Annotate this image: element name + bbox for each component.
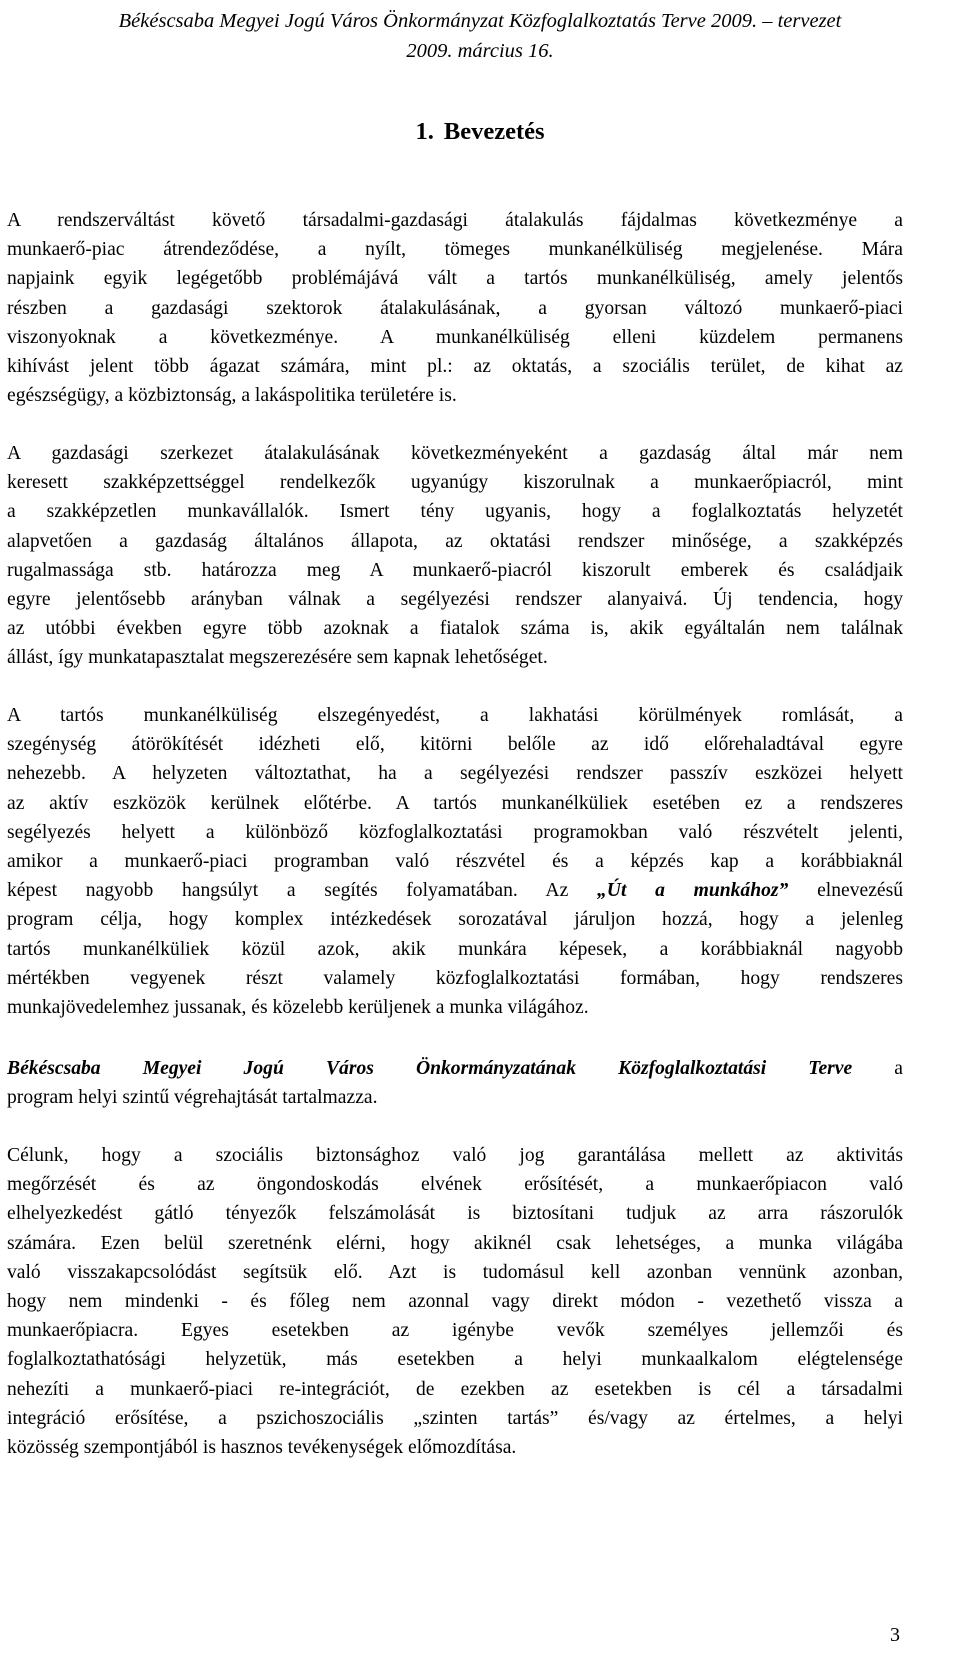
paragraph-line: az aktív eszközök kerülnek előtérbe. A tartós munkanélküliek esetében ez a rendszeres <box>7 792 903 814</box>
paragraph-line: a szakképzetlen munkavállalók. Ismert tény ugyanis, hogy a foglalkoztatás helyzetét <box>7 501 903 523</box>
paragraph-line: munkajövedelemhez jussanak, és közelebb kerüljenek a munka világához. <box>7 996 589 1018</box>
program-name-emphasis: „Út a munkához” <box>597 880 789 902</box>
paragraph-line: tartós munkanélküliek közül azok, akik munkára képesek, a korábbiaknál nagyobb <box>7 938 903 960</box>
paragraph-line: program célja, hogy komplex intézkedések sorozatával járuljon hozzá, hogy a jelenleg <box>7 909 903 931</box>
paragraph-line: az utóbbi években egyre több azoknak a fiatalok száma is, akik egyáltalán nem találnak <box>7 618 903 640</box>
paragraph-3 <box>7 701 903 1022</box>
paragraph-line: nehezíti a munkaerő-piaci re-integrációt, de ezekben az esetekben is cél a társadalmi <box>7 1378 903 1400</box>
paragraph-line: foglalkoztathatósági helyzetük, más esetekben a helyi munkaalkalom elégtelensége <box>7 1349 903 1371</box>
section-number: 1. <box>415 118 434 145</box>
header-line-2: 2009. március 16. <box>406 40 554 62</box>
paragraph-line: állást, így munkatapasztalat megszerezésére sem kapnak lehetőséget. <box>7 647 548 669</box>
paragraph-line: elhelyezkedést gátló tényezők felszámolását is biztosítani tudjuk az arra rászorulók <box>7 1203 903 1225</box>
paragraph-line: napjaink egyik legégetőbb problémájává vált a tartós munkanélküliség, amely jelentős <box>7 268 903 290</box>
running-header <box>0 6 960 66</box>
paragraph-line: Célunk, hogy a szociális biztonsághoz való jog garantálása mellett az aktivitás <box>7 1145 903 1166</box>
line-text: a <box>852 1058 903 1079</box>
line-text: elnevezésű <box>788 880 903 902</box>
paragraph-line: egyre jelentősebb arányban válnak a segélyezési rendszer alanyaivá. Új tendencia, hogy <box>7 588 903 610</box>
paragraph-line: munkaerő-piac átrendeződése, a nyílt, tömeges munkanélküliség megjelenése. Mára <box>7 239 903 261</box>
paragraph-line: integráció erősítése, a pszichoszociális „szinten tartás” és/vagy az értelmes, a helyi <box>7 1407 903 1429</box>
paragraph-line: program helyi szintű végrehajtását tartalmazza. <box>7 1087 378 1109</box>
paragraph-line: hogy nem mindenki - és főleg nem azonnal vagy direkt módon - vezethető vissza a <box>7 1290 903 1312</box>
paragraph-line: viszonyoknak a következménye. A munkanélküliség elleni küzdelem permanens <box>7 326 903 348</box>
paragraph-line: A rendszerváltást követő társadalmi-gazdasági átalakulás fájdalmas következménye a <box>7 210 903 231</box>
section-heading <box>0 116 960 148</box>
paragraph-line: mértékben vegyenek részt valamely közfoglalkoztatási formában, hogy rendszeres <box>7 967 903 989</box>
paragraph-5 <box>7 1141 903 1462</box>
paragraph-line: munkaerőpiacra. Egyes esetekben az igénybe vevők személyes jellemzői és <box>7 1320 903 1342</box>
paragraph-line: számára. Ezen belül szeretnénk elérni, hogy akiknél csak lehetséges, a munka világába <box>7 1232 903 1254</box>
paragraph-line: nehezebb. A helyzeten változtathat, ha a segélyezési rendszer passzív eszközei helyett <box>7 763 903 785</box>
line-text: képest nagyobb hangsúlyt a segítés folyamatában. Az <box>7 880 597 902</box>
paragraph-line: alapvetően a gazdaság általános állapota, az oktatási rendszer minősége, a szakképzés <box>7 530 903 552</box>
paragraph-line <box>7 1054 903 1083</box>
paragraph-line: rugalmassága stb. határozza meg A munkaerő-piacról kiszorult emberek és családjaik <box>7 559 903 581</box>
paragraph-line: kihívást jelent több ágazat számára, mint pl.: az oktatás, a szociális terület, de kihat az <box>7 355 903 377</box>
header-line-1: Békéscsaba Megyei Jogú Város Önkormányzat Közfoglalkoztatás Terve 2009. – tervezet <box>118 10 842 32</box>
paragraph-line: megőrzését és az öngondoskodás elvének erősítését, a munkaerőpiacon való <box>7 1174 903 1196</box>
paragraph-line: egészségügy, a közbiztonság, a lakáspolitika területére is. <box>7 385 457 407</box>
paragraph-line: segélyezés helyett a különböző közfoglalkoztatási programokban való részvételt jelenti, <box>7 821 903 843</box>
paragraph-line: szegénység átörökítését idézheti elő, kitörni belőle az idő előrehaladtával egyre <box>7 734 903 756</box>
paragraph-4 <box>7 1054 903 1112</box>
paragraph-line: való visszakapcsolódást segítsük elő. Azt is tudomásul kell azonban vennünk azonban, <box>7 1261 903 1283</box>
section-title: Bevezetés <box>443 118 545 145</box>
paragraph-line: A gazdasági szerkezet átalakulásának következményeként a gazdaság által már nem <box>7 443 903 464</box>
paragraph-line: amikor a munkaerő-piaci programban való részvétel és a képzés kap a korábbiaknál <box>7 850 903 872</box>
plan-name-emphasis: Békéscsaba Megyei Jogú Város Önkormányzatának Közfoglalkoztatási Terve <box>7 1058 853 1079</box>
paragraph-line <box>7 876 903 905</box>
page-number: 3 <box>890 1624 900 1646</box>
paragraph-line: A tartós munkanélküliség elszegényedést, a lakhatási körülmények romlását, a <box>7 705 903 726</box>
paragraph-1 <box>7 206 903 410</box>
paragraph-line: részben a gazdasági szektorok átalakulásának, a gyorsan változó munkaerő-piaci <box>7 297 903 319</box>
paragraph-line: közösség szempontjából is hasznos tevékenységek előmozdítása. <box>7 1436 517 1458</box>
paragraph-line: keresett szakképzettséggel rendelkezők ugyanúgy kiszorulnak a munkaerőpiacról, mint <box>7 472 903 494</box>
paragraph-2 <box>7 439 903 673</box>
